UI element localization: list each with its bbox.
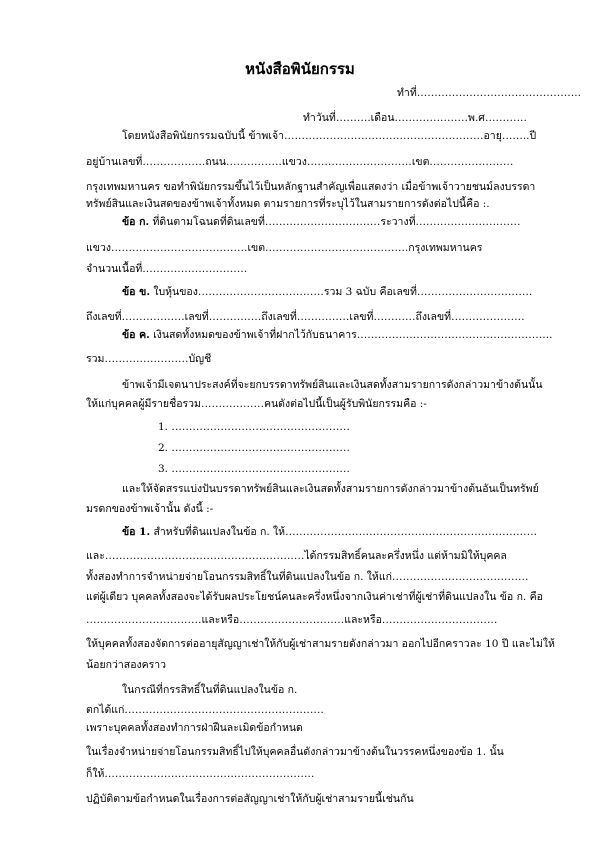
line-text: มรดกของข้าพเจ้านั้น ดังนี้ :-	[86, 503, 214, 515]
document-line	[158, 420, 350, 434]
line-text: ใบหุ้นของ………………………………รวม 3 ฉบับ คือเลขที่……………………………	[149, 286, 533, 298]
document-line	[158, 462, 350, 476]
document-line	[86, 310, 525, 324]
document-line	[86, 613, 497, 627]
document-line	[122, 525, 537, 539]
line-text: ให้บุคคลทั้งสองจัดการต่ออายุสัญญาเช่าให้กับผู้เช่าสามรายดังกล่าวมา ออกไปอีกคราวละ 10 ปี และไม่ให้	[86, 638, 555, 650]
line-text: สำหรับที่ดินแปลงในข้อ ก. ให้………………………………………………………………	[150, 526, 538, 538]
line-text: ทำวันที่……….เดือน…………………พ.ศ…………	[303, 112, 527, 124]
document-line	[86, 502, 213, 516]
document-line	[397, 86, 581, 100]
line-text: ในกรณีที่กรรสิทธิ์ในที่ดินแปลงในข้อ ก.	[122, 684, 298, 696]
document-line	[86, 180, 535, 194]
document-line	[122, 378, 543, 392]
document-line	[86, 745, 504, 759]
document-line	[303, 111, 527, 125]
document-line	[86, 549, 507, 563]
line-text: แต่ผู้เดียว บุคคลทั้งสองจะได้รับผลประโยชน์คนละครึ่งหนึ่งจากเงินค่าเช่าที่ผู้เช่าที่ดินแปลงใน ข้อ ก. คือ	[86, 591, 543, 603]
document-line	[86, 155, 513, 169]
line-text: เงินสดทั้งหมดของข้าพเจ้าที่ฝากไว้กับธนาคาร………………………………………………..	[149, 329, 553, 341]
line-text: เพราะบุคคลทั้งสองทำการฝ่าฝืนละเมิดข้อกำหนด	[86, 722, 303, 734]
line-text: 3. ……………………………………………	[158, 463, 350, 475]
line-text: ถึงเลขที่………………เลขที่……………ถึงเลขที่……………เลขที่…………ถึงเลขที่…………………	[86, 311, 525, 323]
clause-label: ข้อ ก.	[122, 216, 150, 228]
clause-label: ข้อ 1.	[122, 526, 151, 538]
document-line	[86, 767, 314, 781]
document-line	[122, 285, 532, 299]
document-line	[86, 792, 414, 806]
line-text: ก็ให้……………………………………………………	[86, 768, 315, 780]
document-line	[122, 129, 536, 143]
document-line	[86, 262, 247, 276]
line-text: ในเรื่องจำหน่ายจ่ายโอนกรรมสิทธิ์ไปให้บุคคลอื่นดังกล่าวมาข้างต้นในวรรคหนึ่งของข้อ 1. นั้น	[86, 746, 504, 758]
line-text: และ…………………………………………………ได้กรรมสิทธิ์คนละครึ่งหนึ่ง แต่ห้ามมิให้บุคคล	[86, 550, 507, 562]
line-text: โดยหนังสือพินัยกรรมฉบับนี้ ข้าพเจ้า…………………………………………………อายุ……..ปี	[122, 130, 537, 142]
line-text: ปฏิบัติตามข้อกำหนดในเรื่องการต่อสัญญาเช่าให้กับผู้เช่าสามรายนี้เช่นกัน	[86, 793, 414, 805]
line-text: ตกได้แก่…………………………………………………	[86, 704, 324, 716]
line-text: ข้าพเจ้ามีเจตนาประสงค์ที่จะยกบรรดาทรัพย์สินและเงินสดทั้งสามรายการดังกล่าวมาข้างต้นนั้น	[122, 379, 543, 391]
document-line	[122, 482, 539, 496]
line-text: ที่ดินตามโฉนดที่ดินเลขที่……………………………ระวางที่…………………………	[149, 216, 521, 228]
clause-label: ข้อ ข.	[122, 286, 150, 298]
line-text: ……………………………และหรือ…………………………และหรือ……………………………	[86, 614, 498, 626]
document-line	[86, 352, 211, 366]
document-line	[122, 328, 552, 342]
line-text: อยู่บ้านเลขที่………………ถนน…………….แขวง…………………………เขต……………………	[86, 156, 514, 168]
document-line	[86, 570, 528, 584]
line-text: น้อยกว่าสองคราว	[86, 659, 167, 671]
document-line	[86, 703, 324, 717]
line-text: แขวง…………………………………เขต…………………………………..กรุงเทพมหานคร	[86, 242, 483, 254]
clause-label: ข้อ ค.	[122, 329, 150, 341]
line-text: ให้แก่บุคคลผู้มีรายชื่อรวม………………คนดังต่อไปนี้เป็นผู้รับพินัยกรรมคือ :-	[86, 398, 427, 410]
line-text: กรุงเทพมหานคร ขอทำพินัยกรรมขึ้นไว้เป็นหลักฐานสำคัญเพื่อแสดงว่า เมื่อข้าพเจ้าวายชนม์ลงบรรดา	[86, 181, 536, 193]
document-line	[122, 683, 297, 697]
line-text: จำนวนเนื้อที่…………………………	[86, 263, 248, 275]
line-text: ทำที่………………………………………..	[397, 87, 581, 99]
document-line	[86, 197, 490, 211]
document-line	[158, 441, 350, 455]
document-line	[86, 637, 555, 651]
document-line	[86, 590, 543, 604]
document-title: หนังสือพินัยกรรม	[245, 60, 355, 78]
line-text: 1. ……………………………………………	[158, 421, 350, 433]
line-text: ทั้งสองทำการจำหน่ายจ่ายโอนกรรมสิทธิ์ในที่ดินแปลงในข้อ ก. ให้แก่…………………………………	[86, 571, 529, 583]
line-text: 2. ……………………………………………	[158, 442, 350, 454]
line-text: ทรัพย์สินและเงินสดของข้าพเจ้าทั้งหมด ตามรายการที่ระบุไว้ในสามรายการดังต่อไปนี้คือ :.	[86, 198, 490, 210]
document-line	[86, 397, 427, 411]
line-text: และให้จัดสรรแบ่งปันบรรดาทรัพย์สินและเงินสดทั้งสามรายการดังกล่าวมาข้างต้นอันเป็นทรัพย์	[122, 483, 539, 495]
document-line	[86, 721, 303, 735]
line-text: รวม……………………บัญชี	[86, 353, 212, 365]
document-line	[86, 241, 482, 255]
document-line	[86, 658, 166, 672]
document-line	[122, 215, 521, 229]
